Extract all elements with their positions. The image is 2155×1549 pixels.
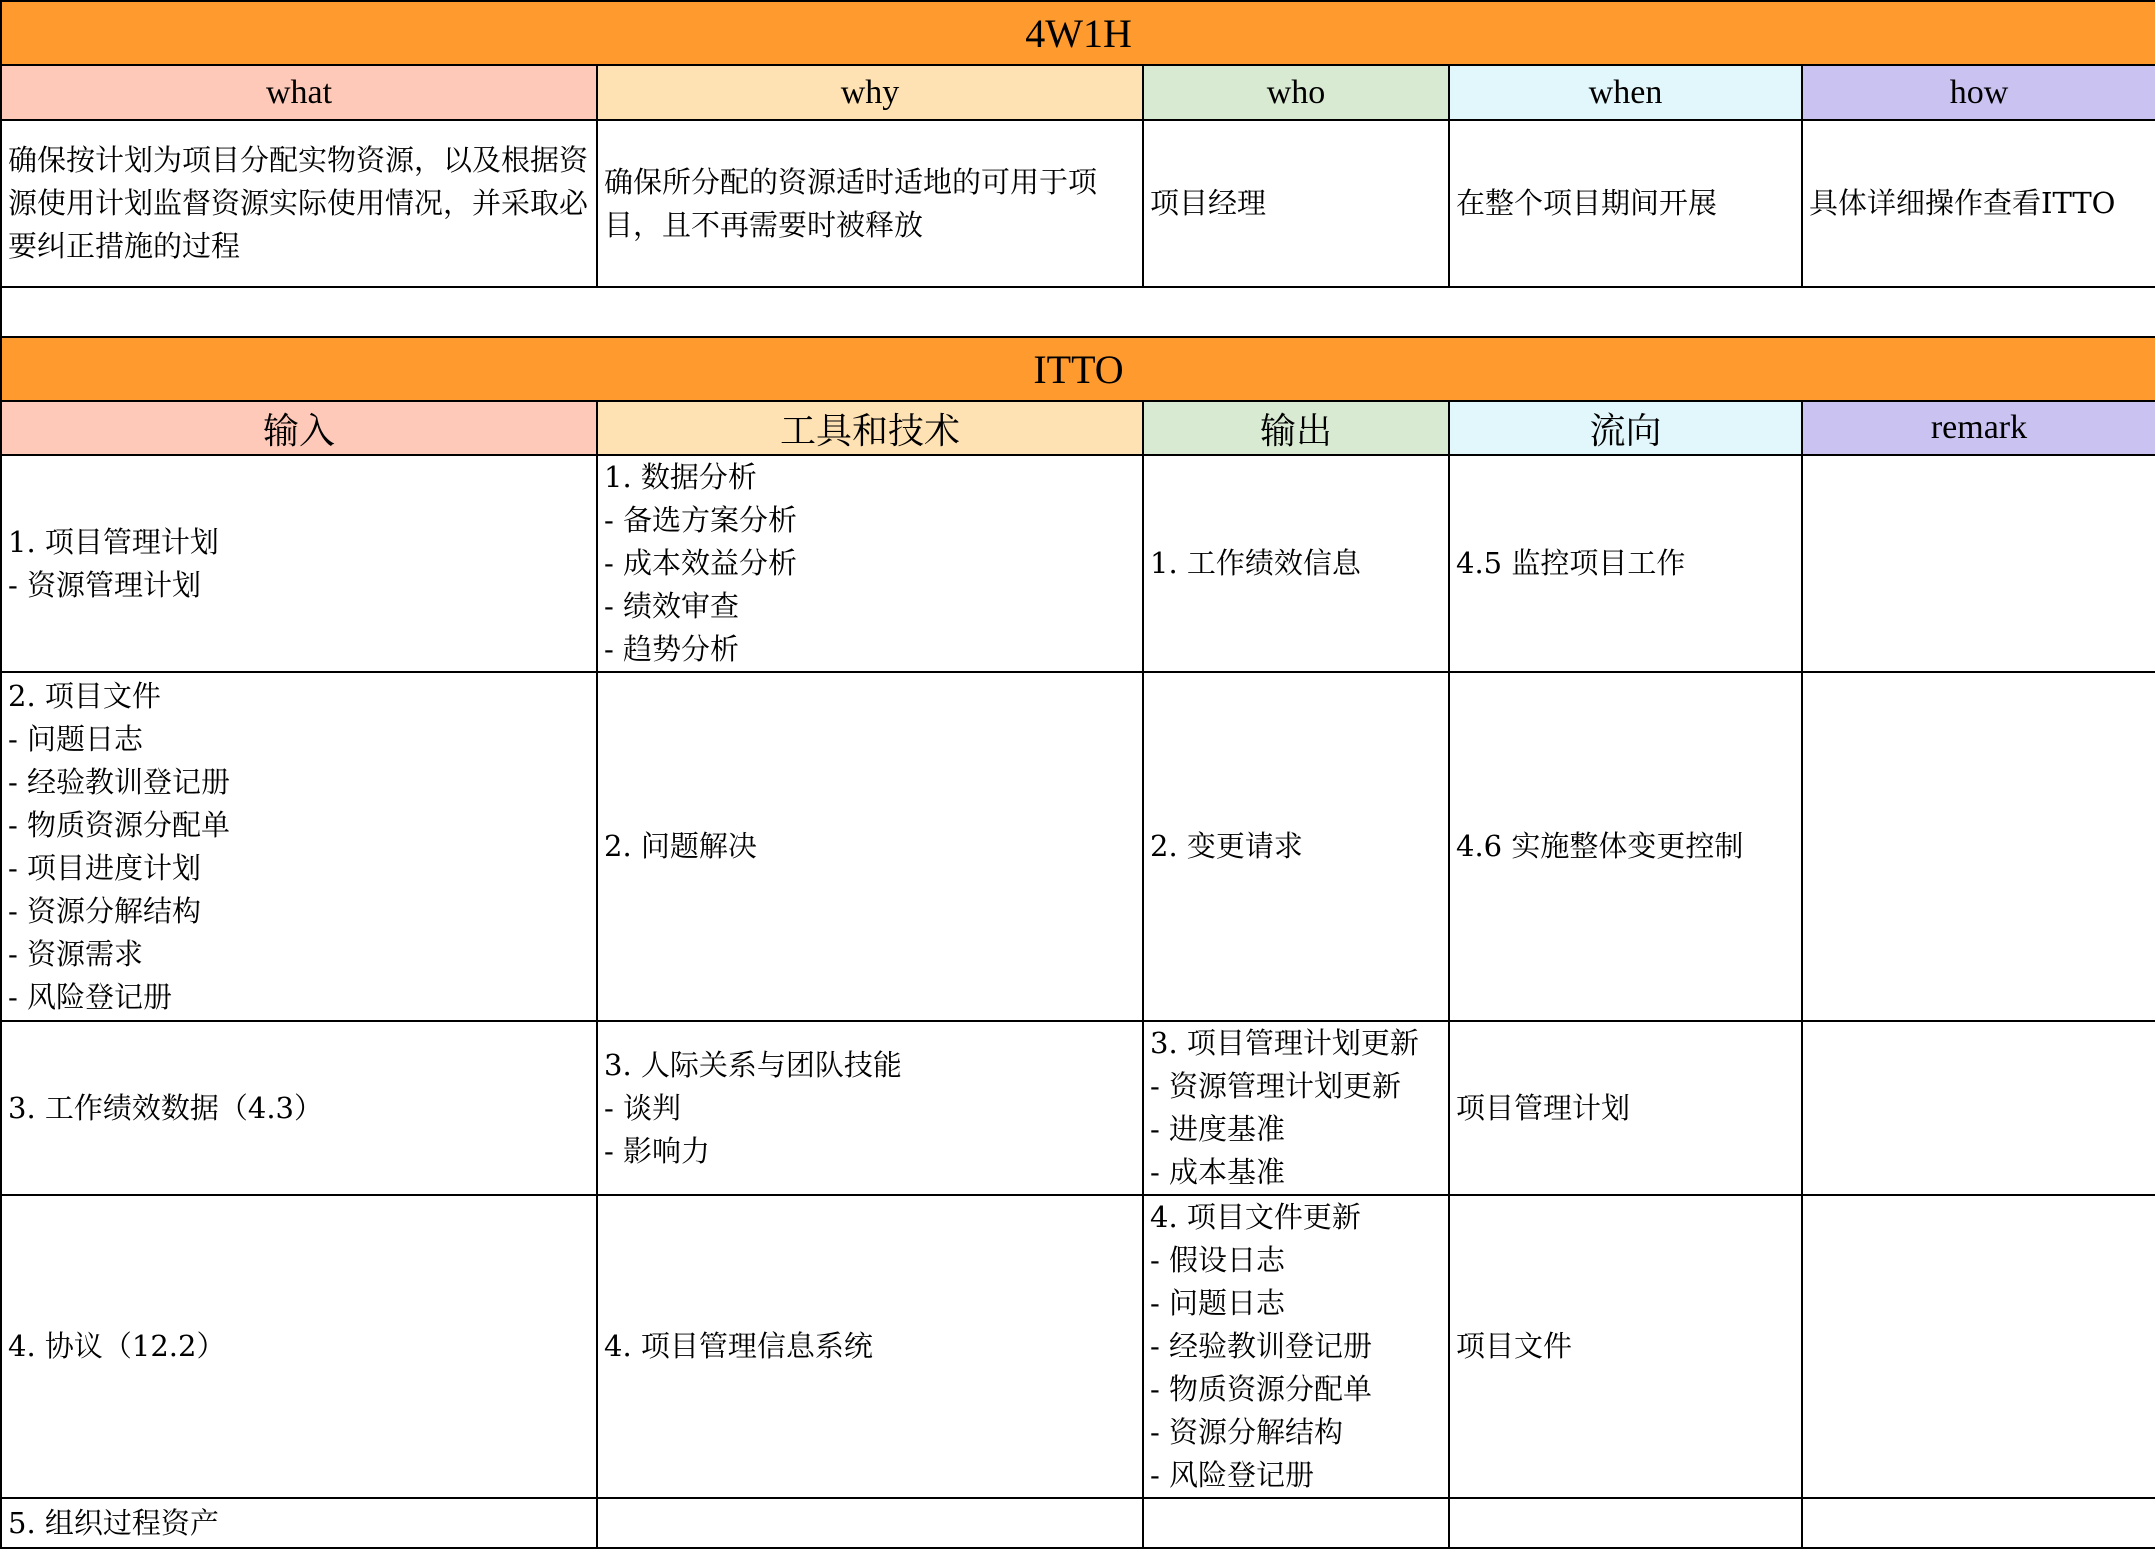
cell-when: 在整个项目期间开展 <box>1449 120 1802 287</box>
header-tools: 工具和技术 <box>597 401 1143 455</box>
cell-who: 项目经理 <box>1143 120 1449 287</box>
cell-line: 2. 项目文件 <box>8 678 161 713</box>
itto-tools-cell <box>597 1498 1143 1548</box>
itto-input-cell <box>1 1021 597 1195</box>
cell-line: - 成本效益分析 <box>604 546 798 580</box>
header-who: who <box>1143 65 1449 120</box>
itto-flow-cell <box>1449 455 1802 672</box>
cell-line: 5. 组织过程资产 <box>8 1505 219 1540</box>
itto-row-2 <box>1 672 2155 1021</box>
cell-why: 确保所分配的资源适时适地的可用于项目，且不再需要时被释放 <box>597 120 1143 287</box>
itto-remark-cell <box>1802 455 2155 672</box>
cell-line: 4. 项目文件更新 <box>1150 1200 1361 1234</box>
cell-line: 4.6 实施整体变更控制 <box>1456 829 1744 863</box>
cell-line: - 进度基准 <box>1150 1112 1286 1146</box>
cell-line: - 问题日志 <box>1150 1286 1286 1320</box>
cell-line: - 经验教训登记册 <box>1150 1329 1373 1363</box>
cell-how: 具体详细操作查看ITTO <box>1802 120 2155 287</box>
cell-line: - 资源管理计划 <box>8 567 202 602</box>
cell-line: 1. 数据分析 <box>604 460 757 494</box>
header-flow: 流向 <box>1449 401 1802 455</box>
cell-line: 3. 项目管理计划更新 <box>1150 1026 1419 1060</box>
cell-line: 项目管理计划 <box>1456 1090 1631 1125</box>
cell-line: 4. 协议（12.2） <box>8 1329 226 1363</box>
itto-remark-cell <box>1802 1195 2155 1498</box>
cell-line: - 资源需求 <box>8 936 144 971</box>
cell-line: 1. 项目管理计划 <box>8 524 219 559</box>
itto-output-cell <box>1143 1498 1449 1548</box>
section-title-itto: ITTO <box>1 337 2155 401</box>
itto-tools-cell <box>597 1195 1143 1498</box>
cell-line: - 绩效审查 <box>604 589 740 623</box>
header-input: 输入 <box>1 401 597 455</box>
itto-output-cell <box>1143 1195 1449 1498</box>
cell-line: - 资源分解结构 <box>8 893 202 928</box>
header-when: when <box>1449 65 1802 120</box>
cell-line: - 项目进度计划 <box>8 850 202 885</box>
cell-line: - 风险登记册 <box>8 979 173 1014</box>
cell-line: - 谈判 <box>604 1090 682 1125</box>
itto-output-cell <box>1143 672 1449 1021</box>
itto-remark-cell <box>1802 672 2155 1021</box>
cell-line: - 风险登记册 <box>1150 1458 1315 1492</box>
itto-flow-cell <box>1449 1498 1802 1548</box>
itto-output-cell <box>1143 455 1449 672</box>
cell-line: - 问题日志 <box>8 721 144 756</box>
itto-row-5 <box>1 1498 2155 1548</box>
itto-input-cell <box>1 1498 597 1548</box>
section-title-4w1h: 4W1H <box>1 1 2155 65</box>
cell-line: - 假设日志 <box>1150 1243 1286 1277</box>
header-what: what <box>1 65 597 120</box>
itto-flow-cell <box>1449 1021 1802 1195</box>
cell-line: - 物质资源分配单 <box>8 807 231 842</box>
header-why: why <box>597 65 1143 120</box>
itto-remark-cell <box>1802 1498 2155 1548</box>
cell-line: - 资源分解结构 <box>1150 1415 1344 1449</box>
itto-input-cell <box>1 672 597 1021</box>
header-how: how <box>1802 65 2155 120</box>
itto-flow-cell <box>1449 1195 1802 1498</box>
cell-line: - 备选方案分析 <box>604 503 798 537</box>
cell-line: 2. 变更请求 <box>1150 829 1303 863</box>
cell-line: 项目文件 <box>1456 1329 1573 1363</box>
cell-line: - 物质资源分配单 <box>1150 1372 1373 1406</box>
spacer-row <box>1 287 2155 337</box>
cell-line: - 经验教训登记册 <box>8 764 231 799</box>
cell-line: 3. 工作绩效数据（4.3） <box>8 1090 324 1125</box>
itto-input-cell <box>1 455 597 672</box>
itto-output-cell <box>1143 1021 1449 1195</box>
cell-what: 确保按计划为项目分配实物资源，以及根据资源使用计划监督资源实际使用情况，并采取必要纠正措施的过程 <box>1 120 597 287</box>
itto-row-1 <box>1 455 2155 672</box>
itto-flow-cell <box>1449 672 1802 1021</box>
header-remark: remark <box>1802 401 2155 455</box>
itto-row-4 <box>1 1195 2155 1498</box>
itto-tools-cell <box>597 455 1143 672</box>
cell-line: 1. 工作绩效信息 <box>1150 546 1361 580</box>
itto-tools-cell <box>597 1021 1143 1195</box>
itto-input-cell <box>1 1195 597 1498</box>
cell-line: 3. 人际关系与团队技能 <box>604 1047 902 1082</box>
cell-line: - 资源管理计划更新 <box>1150 1069 1402 1103</box>
itto-tools-cell <box>597 672 1143 1021</box>
cell-line: 4.5 监控项目工作 <box>1456 546 1686 580</box>
itto-row-3 <box>1 1021 2155 1195</box>
cell-line: 2. 问题解决 <box>604 829 757 863</box>
itto-remark-cell <box>1802 1021 2155 1195</box>
header-output: 输出 <box>1143 401 1449 455</box>
cell-line: - 趋势分析 <box>604 632 740 666</box>
cell-line: 4. 项目管理信息系统 <box>604 1329 873 1363</box>
cell-line: - 影响力 <box>604 1133 711 1168</box>
cell-line: - 成本基准 <box>1150 1155 1286 1189</box>
